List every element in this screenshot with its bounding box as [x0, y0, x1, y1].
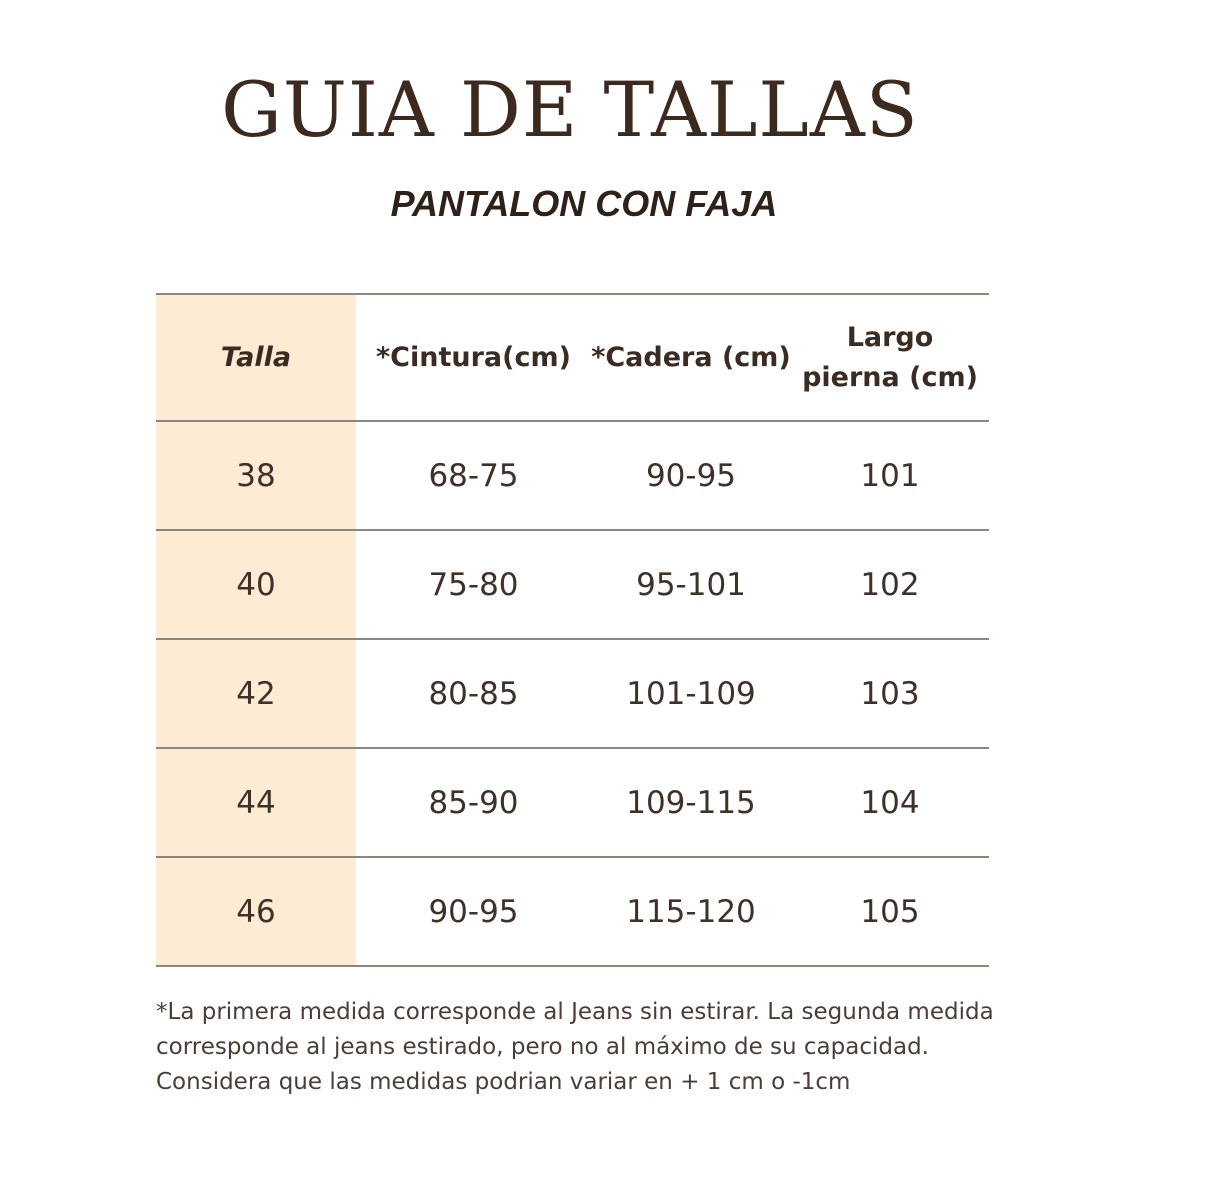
- table-row: [156, 748, 989, 857]
- footnote-line: Considera que las medidas podrian variar en + 1 cm o -1cm: [156, 1069, 851, 1095]
- cell-cintura: 75-80: [356, 530, 591, 639]
- table-row: [156, 530, 989, 639]
- cell-talla: 42: [156, 639, 356, 748]
- cell-cadera: 90-95: [591, 421, 791, 530]
- cell-largo: 105: [791, 857, 989, 966]
- cell-largo: 102: [791, 530, 989, 639]
- cell-largo: 103: [791, 639, 989, 748]
- cell-talla: 40: [156, 530, 356, 639]
- cell-cadera: 101-109: [591, 639, 791, 748]
- header-largo-pierna: [791, 294, 989, 421]
- footnote: [156, 995, 1096, 1100]
- table-row: [156, 857, 989, 966]
- page-subtitle: PANTALON CON FAJA: [390, 183, 778, 224]
- cell-talla: 46: [156, 857, 356, 966]
- cell-talla: 44: [156, 748, 356, 857]
- cell-cintura: 68-75: [356, 421, 591, 530]
- cell-cintura: 85-90: [356, 748, 591, 857]
- cell-largo: 104: [791, 748, 989, 857]
- header-cadera: *Cadera (cm): [591, 294, 791, 421]
- footnote-line: *La primera medida corresponde al Jeans sin estirar. La segunda medida: [156, 999, 994, 1025]
- cell-largo: 101: [791, 421, 989, 530]
- cell-cintura: 80-85: [356, 639, 591, 748]
- header-largo-line1: Largo: [846, 321, 934, 353]
- cell-cintura: 90-95: [356, 857, 591, 966]
- cell-cadera: 95-101: [591, 530, 791, 639]
- cell-talla: 38: [156, 421, 356, 530]
- table-row: [156, 639, 989, 748]
- header-largo-line2: pierna (cm): [802, 361, 978, 393]
- header-talla: Talla: [156, 294, 356, 421]
- cell-cadera: 115-120: [591, 857, 791, 966]
- cell-cadera: 109-115: [591, 748, 791, 857]
- page-title: GUIA DE TALLAS: [221, 65, 919, 154]
- size-chart-table: [156, 293, 989, 967]
- header-cintura: *Cintura(cm): [356, 294, 591, 421]
- table-header-row: [156, 294, 989, 421]
- footnote-line: corresponde al jeans estirado, pero no al máximo de su capacidad.: [156, 1034, 929, 1060]
- table-row: [156, 421, 989, 530]
